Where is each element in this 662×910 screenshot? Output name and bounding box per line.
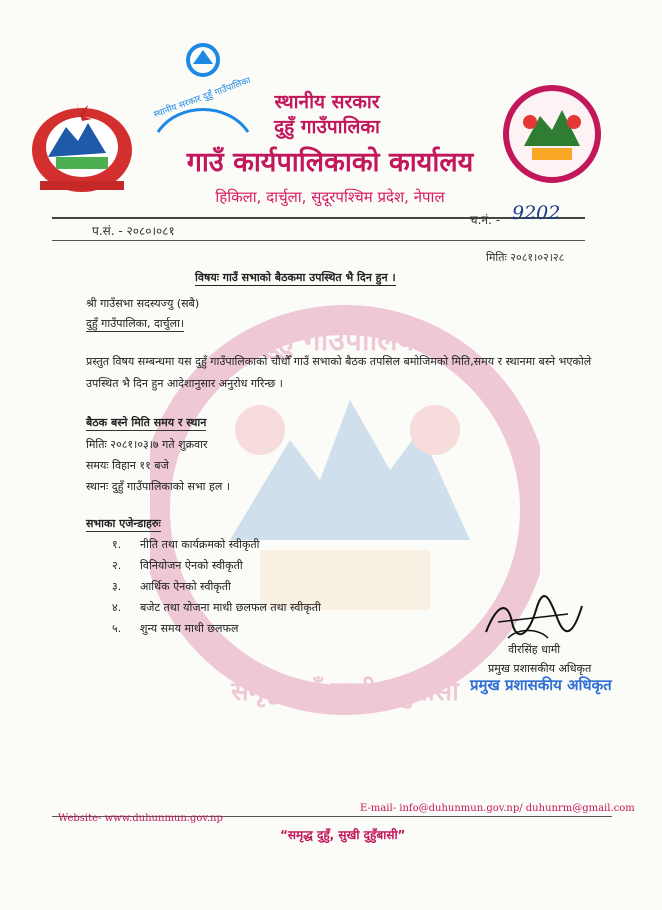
header-divider <box>52 217 585 219</box>
dispatch-number-handwritten: 9202 <box>512 202 561 224</box>
agenda-number: ३. <box>112 580 122 593</box>
agenda-text: बजेट तथा योजना माथी छलफल तथा स्वीकृती <box>140 601 321 614</box>
agenda-title: सभाका एजेन्डाहरुः <box>86 517 161 530</box>
signatory-title: प्रमुख प्रशासकीय अधिकृत <box>488 662 592 675</box>
agenda-number: २. <box>112 559 122 572</box>
agenda-number: ५. <box>112 622 122 635</box>
agenda-number: १. <box>112 538 122 551</box>
letter-date: मितिः २०८१।०२।२८ <box>486 251 565 264</box>
official-stamp: प्रमुख प्रशासकीय अधिकृत <box>470 676 612 694</box>
letter-body: प्रस्तुत विषय सम्बन्धमा यस दुहुँ गाउँपालिकाको चौधौँ गाउँ सभाको बैठक तपसिल बमोजिमको मिति,समय र स्थानमा बस्ने भएकोले उपस्थित भै दिन हुन आदेशानुसार अनुरोध गरिन्छ । <box>86 355 592 390</box>
watermark-bottom-text: समृद्ध दुहुँ सुखी दुहुँबासी <box>231 677 459 707</box>
agenda-text: नीति तथा कार्यक्रमको स्वीकृती <box>140 538 260 551</box>
footer-slogan: “समृद्ध दुहुँ, सुखी दुहुँबासी” <box>280 828 406 842</box>
meeting-section-title: बैठक बस्ने मिति समय र स्थान <box>86 416 207 429</box>
reference-divider <box>52 240 585 241</box>
agenda-number: ४. <box>112 601 122 614</box>
letter-subject: विषयः गाउँ सभाको बैठकमा उपस्थित भै दिन हुन । <box>195 271 396 284</box>
watermark-top-text: दुहुँ गाउँपालिका <box>261 323 429 358</box>
signatory-name: वीरसिंह धामी <box>508 643 561 656</box>
meeting-date: मितिः २०८१।०३।७ गते शुक्रवार <box>86 438 208 451</box>
agenda-text: शुन्य समय माथी छलफल <box>140 622 239 635</box>
header-address: हिकिला, दार्चुला, सुदूरपश्चिम प्रदेश, नेपाल <box>215 188 445 206</box>
header-municipality-name: दुहुँ गाउँपालिका <box>274 116 380 138</box>
duhun-emblem-icon <box>502 80 602 188</box>
meeting-place: स्थानः दुहुँ गाउँपालिकाको सभा हल । <box>86 480 230 493</box>
agenda-text: आर्थिक ऐनको स्वीकृती <box>140 580 231 593</box>
meeting-time: समयः विहान ११ बजे <box>86 459 169 472</box>
recipient-address: दुहुँ गाउँपालिका, दार्चुला। <box>86 317 185 330</box>
logo-blue-text: स्थानीय सरकार दुहुँ गाउँपालिका <box>152 75 253 121</box>
footer-website: Website- www.duhunmun.gov.np <box>58 813 223 824</box>
header-local-government: स्थानीय सरकार <box>274 91 380 113</box>
municipality-logo-icon <box>148 42 258 142</box>
signature-icon <box>478 592 588 644</box>
dispatch-number-label: च.नं. - <box>470 213 501 227</box>
recipient-line: श्री गाउँसभा सदस्यज्यु (सबै) <box>86 297 200 310</box>
reference-number: प.सं. - २०८०।०८१ <box>92 224 175 238</box>
agenda-text: विनियोजन ऐनको स्वीकृती <box>140 559 243 572</box>
footer-email: E-mail- info@duhunmun.gov.np/ duhunrm@gmail.com <box>360 803 635 814</box>
nepal-emblem-icon <box>26 95 138 195</box>
header-office-title: गाउँ कार्यपालिकाको कार्यालय <box>186 147 474 178</box>
